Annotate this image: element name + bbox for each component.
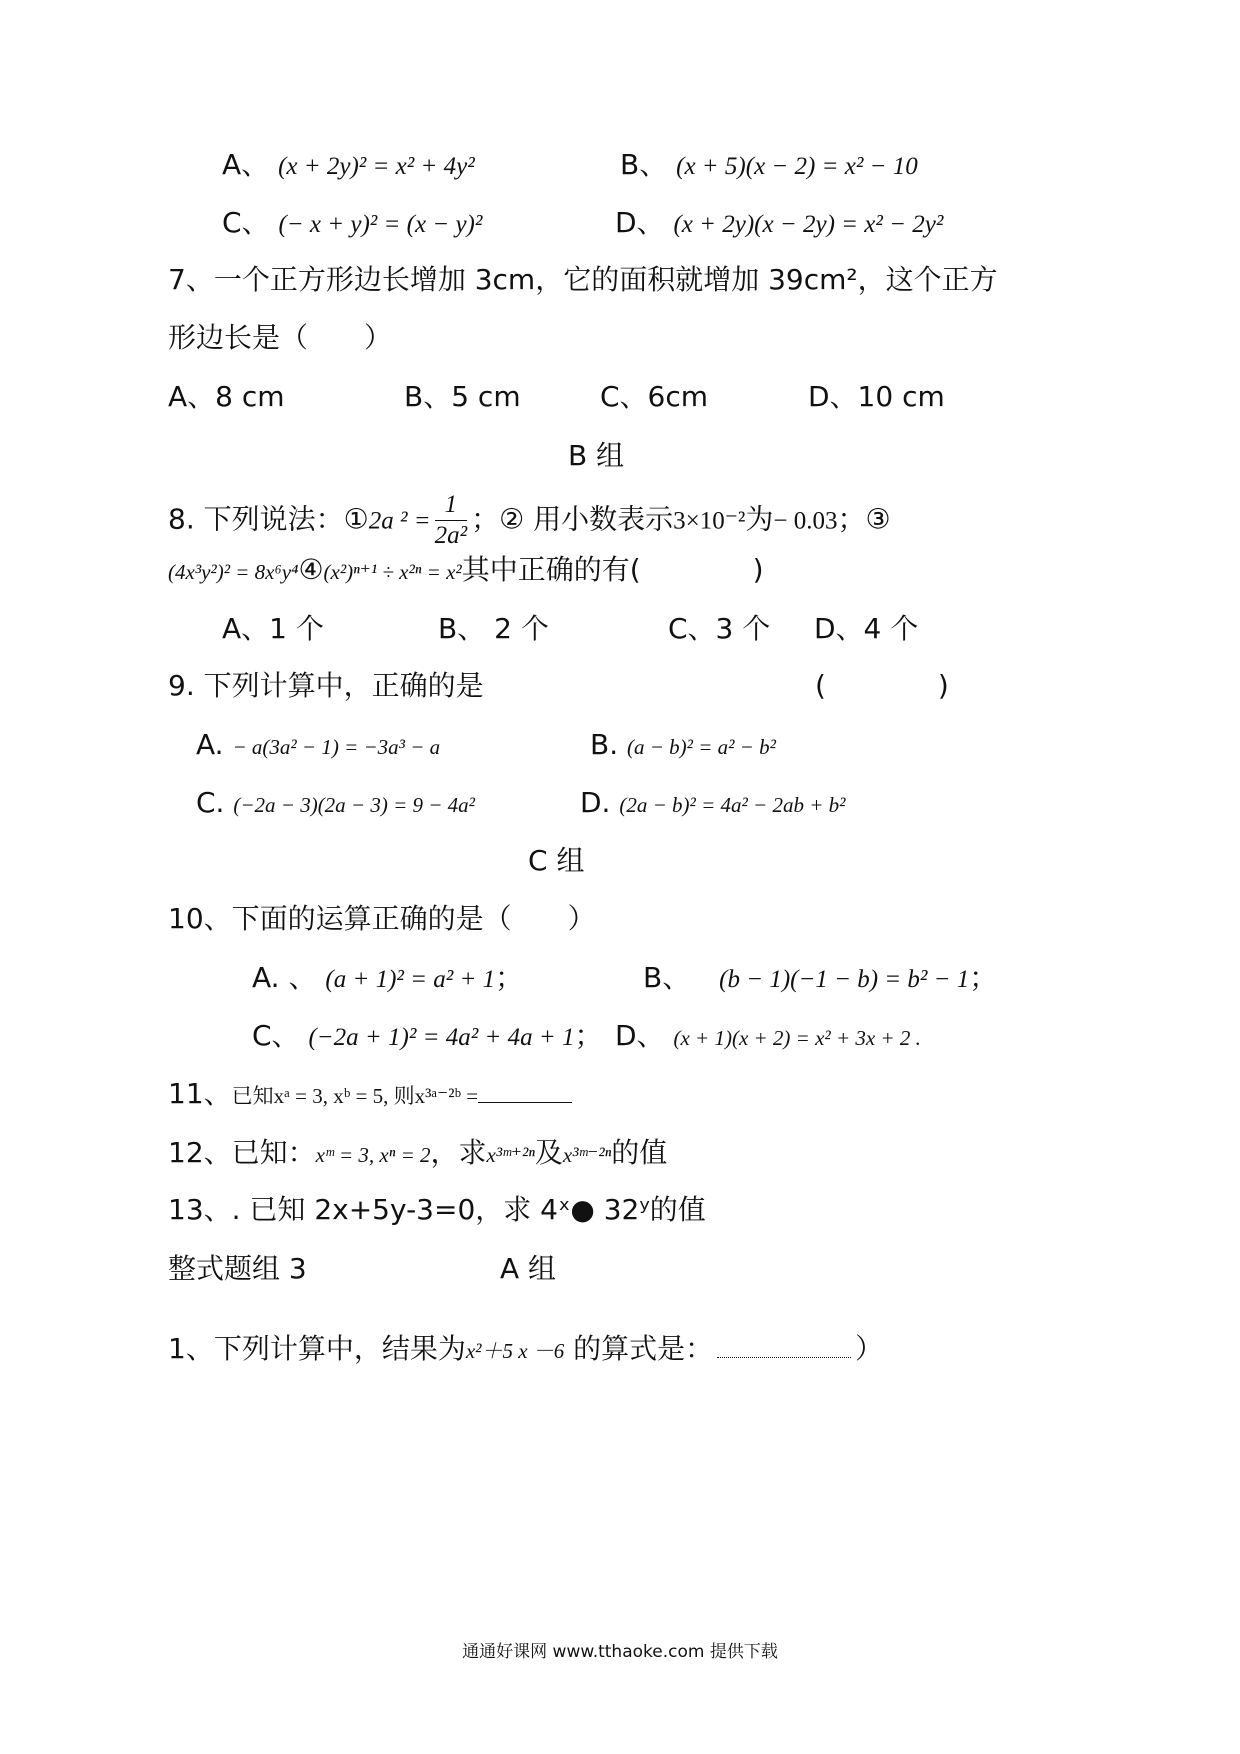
q12-mid2: 及 [534, 1136, 563, 1169]
q9-option-b-label: B. [590, 728, 619, 761]
q10-option-a-end: ； [495, 961, 524, 994]
q9-option-d-label: D. [580, 786, 611, 819]
q10-option-b-label: B、 [643, 961, 691, 994]
q9-option-a-expr: − a(3a² − 1) = −3a³ − a [232, 735, 441, 759]
q10-option-b [643, 960, 997, 998]
q8-stem-line2 [168, 552, 764, 590]
q8-sep2: ；② 用小数表示 [471, 502, 674, 536]
q6-option-d [615, 205, 943, 243]
q6-option-a-label: A、 [222, 148, 270, 181]
q10-option-d-expr: (x + 1)(x + 2) = x² + 3x + 2 . [673, 1026, 921, 1050]
q8-item2-word: 为 [745, 502, 774, 536]
q10-option-d-label: D、 [615, 1019, 665, 1052]
q9-option-c [196, 785, 475, 823]
q1-prefix: 1、下列计算中，结果为 [168, 1332, 466, 1365]
q9-option-d [580, 785, 845, 823]
q10-option-a-label: A. 、 [252, 961, 317, 994]
q7-option-b: B、5 cm [404, 380, 521, 413]
section3-title: 整式题组 3 [168, 1252, 307, 1285]
q6-option-c-expr: (− x + y)² = (x − y)² [278, 211, 483, 238]
group-b-heading: B 组 [568, 439, 625, 472]
q12-mid1: ，求 [430, 1136, 487, 1169]
q8-option-c: C、3 个 [668, 612, 771, 645]
q8-prefix: 8. 下列说法：① [168, 502, 369, 536]
q9-option-b [590, 727, 776, 765]
q11-text: 已知xᵃ = 3, xᵇ = 5, 则x³ᵃ⁻²ᵇ = [231, 1084, 479, 1108]
q8-stem-line1 [168, 490, 891, 551]
q10-option-d [615, 1018, 921, 1056]
q12-expr2: x³ᵐ⁻²ⁿ [562, 1143, 612, 1167]
q10-option-b-end: ； [969, 961, 998, 994]
q11 [168, 1076, 572, 1114]
q1-mid: 的算式是： [564, 1332, 714, 1365]
q8-item2-value: − 0.03 [773, 507, 838, 535]
q8-item1-numerator: 1 [435, 490, 468, 521]
q6-option-a [222, 147, 475, 185]
q7-option-d: D、10 cm [808, 380, 945, 413]
q10-option-c [252, 1018, 602, 1056]
q9-option-c-expr: (−2a − 3)(2a − 3) = 9 − 4a² [233, 793, 475, 817]
q10-option-c-label: C、 [252, 1019, 300, 1052]
q8-item4-expr: (x²)ⁿ⁺¹ ÷ x²ⁿ = x² [323, 560, 462, 584]
q9-stem: 9. 下列计算中，正确的是 [168, 669, 484, 702]
q8-option-a: A、1 个 [222, 612, 324, 645]
q10-option-c-expr: (−2a + 1)² = 4a² + 4a + 1 [308, 1024, 575, 1051]
q6-option-b [620, 147, 918, 185]
q9-option-a [196, 727, 440, 765]
q10-stem: 10、下面的运算正确的是（ ） [168, 902, 596, 935]
q6-option-c [222, 205, 482, 243]
q7-stem-line1: 7、一个正方形边长增加 3cm，它的面积就增加 39cm²，这个正方 [168, 263, 998, 296]
q12-condition: xᵐ = 3, xⁿ = 2 [315, 1143, 431, 1167]
q8-item3-marker: ；③ [837, 502, 891, 536]
q1-expr: x²＋5 x －6 [465, 1339, 565, 1363]
q1-answer-blank [717, 1335, 851, 1358]
footer-source: 通通好课网 www.tthaoke.com 提供下载 [462, 1642, 778, 1662]
q9-option-d-expr: (2a − b)² = 4a² − 2ab + b² [619, 793, 846, 817]
q10-option-b-expr: (b − 1)(−1 − b) = b² − 1 [719, 966, 970, 993]
q6-option-b-label: B、 [620, 148, 668, 181]
q9-option-c-label: C. [196, 786, 225, 819]
q7-stem-line2: 形边长是（ ） [168, 321, 393, 354]
q12-tail: 的值 [611, 1136, 668, 1169]
q10-option-a [252, 960, 523, 998]
q8-option-b: B、 2 个 [438, 612, 549, 645]
q11-number: 11、 [168, 1077, 232, 1110]
q12-prefix: 12、已知： [168, 1136, 316, 1169]
q8-item1-fraction [435, 490, 468, 551]
q8-item1-denominator: 2a² [434, 522, 468, 549]
section3-q1 [168, 1331, 883, 1369]
q7-option-a: A、8 cm [168, 380, 285, 413]
q8-item4-marker: ④ [298, 553, 324, 586]
q8-item3-expr: (4x³y²)² = 8x⁶y⁴ [168, 560, 299, 584]
q9-answer-bracket: ( ) [815, 669, 949, 702]
q7-option-c: C、6cm [600, 380, 709, 413]
q10-option-a-expr: (a + 1)² = a² + 1 [325, 966, 496, 993]
q12 [168, 1135, 667, 1173]
q13: 13、. 已知 2x+5y-3=0，求 4ˣ● 32ʸ的值 [168, 1193, 706, 1226]
group-c-heading: C 组 [528, 844, 585, 877]
q9-option-a-label: A. [196, 728, 224, 761]
q9-option-b-expr: (a − b)² = a² − b² [627, 735, 776, 759]
q12-expr1: x³ᵐ⁺²ⁿ [486, 1143, 535, 1167]
q11-answer-blank [478, 1084, 572, 1103]
q6-option-d-expr: (x + 2y)(x − 2y) = x² − 2y² [673, 211, 944, 238]
q8-item1-lhs: 2a ² = [368, 507, 431, 535]
section3-group: A 组 [500, 1252, 557, 1285]
q6-option-d-label: D、 [615, 206, 665, 239]
q6-option-b-expr: (x + 5)(x − 2) = x² − 10 [676, 153, 918, 180]
q8-tail: 其中正确的有( ) [461, 553, 764, 586]
q1-tail: ） [855, 1332, 884, 1365]
q8-item2-expr: 3×10⁻² [673, 507, 746, 535]
q6-option-a-expr: (x + 2y)² = x² + 4y² [278, 153, 475, 180]
q6-option-c-label: C、 [222, 206, 270, 239]
q10-option-c-end: ； [574, 1019, 603, 1052]
q8-option-d: D、4 个 [814, 612, 919, 645]
